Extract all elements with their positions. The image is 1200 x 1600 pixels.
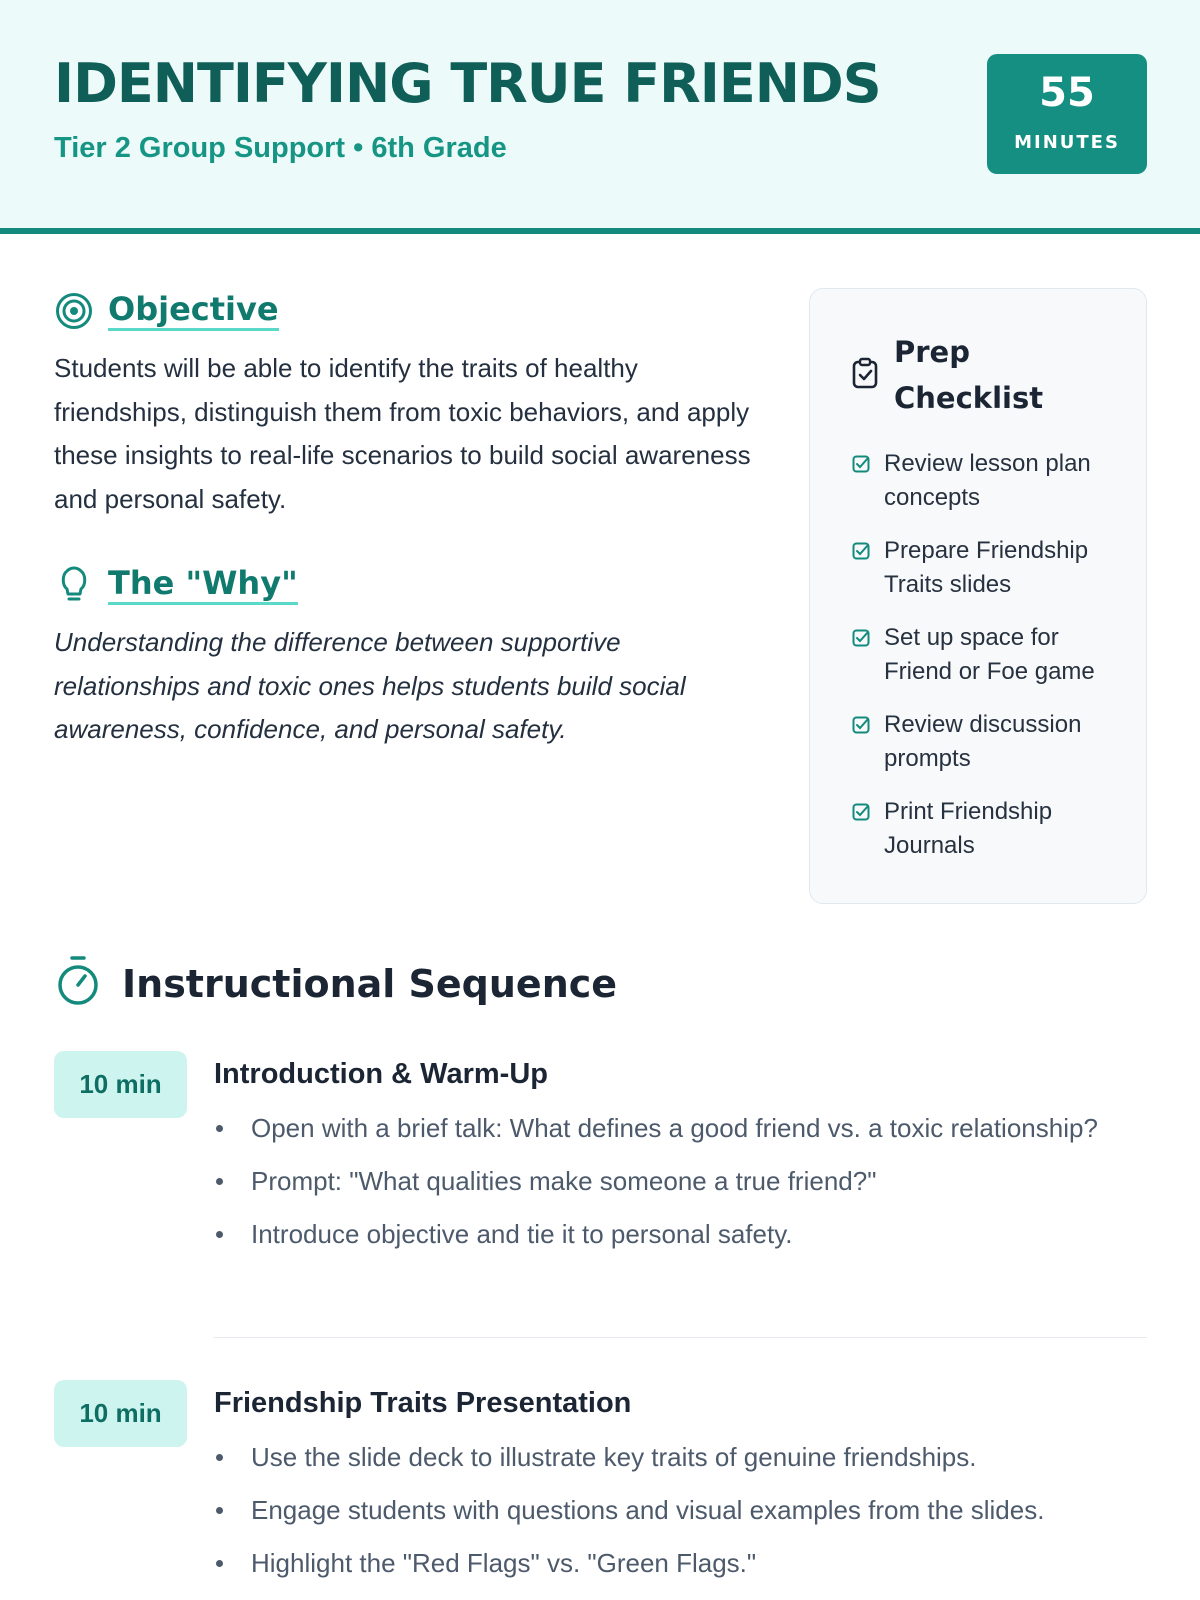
check-square-icon (852, 629, 870, 647)
clipboard-check-icon (852, 357, 878, 394)
prep-checklist-card (809, 288, 1147, 904)
duration-value: 55 (1039, 70, 1095, 116)
stopwatch-icon (56, 955, 100, 1012)
step-bullet: Use the slide deck to illustrate key traits of genuine friendships. (214, 1437, 1147, 1477)
why-text: Understanding the difference between supportive relationships and toxic ones helps students build social awareness, confidence, and personal safety. (54, 627, 686, 744)
duration-unit: MINUTES (1014, 132, 1120, 153)
step-bullet: Prompt: "What qualities make someone a true friend?" (214, 1161, 1147, 1201)
checklist-item (852, 621, 1132, 689)
time-badge: 10 min (54, 1051, 187, 1118)
step-bullet: Introduce objective and tie it to personal safety. (214, 1214, 1147, 1254)
step-bullet: Highlight the "Red Flags" vs. "Green Flags." (214, 1543, 1147, 1583)
checklist-item-label: Review lesson plan concepts (884, 450, 1091, 511)
step-bullet: Engage students with questions and visual examples from the slides. (214, 1490, 1147, 1530)
sequence-step (214, 1383, 1147, 1596)
sequence-step (214, 1054, 1147, 1267)
page-subtitle: Tier 2 Group Support • 6th Grade (54, 132, 507, 164)
check-square-icon (852, 455, 870, 473)
duration-badge (987, 54, 1147, 174)
step-title: Friendship Traits Presentation (214, 1387, 632, 1419)
objective-heading: Objective (108, 290, 279, 331)
checklist-item-label: Print Friendship Journals (884, 798, 1053, 859)
step-bullet-list (214, 1437, 1147, 1583)
objective-section-header (54, 290, 279, 331)
checklist-item (852, 447, 1132, 515)
why-heading: The "Why" (108, 564, 298, 605)
step-title: Introduction & Warm-Up (214, 1058, 548, 1090)
target-icon (54, 291, 94, 331)
time-badge: 10 min (54, 1380, 187, 1447)
step-bullet-list (214, 1108, 1147, 1254)
check-square-icon (852, 542, 870, 560)
checklist-item-label: Prepare Friendship Traits slides (884, 537, 1089, 598)
checklist-title: Prep Checklist (894, 335, 1044, 415)
sequence-section-header (56, 955, 617, 1012)
page-title: IDENTIFYING TRUE FRIENDS (54, 52, 881, 115)
step-divider (214, 1337, 1147, 1338)
checklist-item-label: Review discussion prompts (884, 711, 1082, 772)
step-bullet: Open with a brief talk: What defines a good friend vs. a toxic relationship? (214, 1108, 1147, 1148)
checklist-item (852, 795, 1132, 863)
check-square-icon (852, 803, 870, 821)
checklist-item (852, 534, 1132, 602)
check-square-icon (852, 716, 870, 734)
checklist-item (852, 708, 1132, 776)
objective-text: Students will be able to identify the traits of healthy friendships, distinguish them from toxic behaviors, and apply these insights to real-life scenarios to build social awareness and personal safety. (54, 353, 751, 514)
sequence-title: Instructional Sequence (122, 961, 618, 1006)
why-section-header (54, 564, 298, 605)
checklist-header (852, 329, 1094, 421)
checklist-item-label: Set up space for Friend or Foe game (884, 624, 1095, 685)
lesson-header (0, 0, 1200, 234)
lightbulb-icon (54, 565, 94, 605)
